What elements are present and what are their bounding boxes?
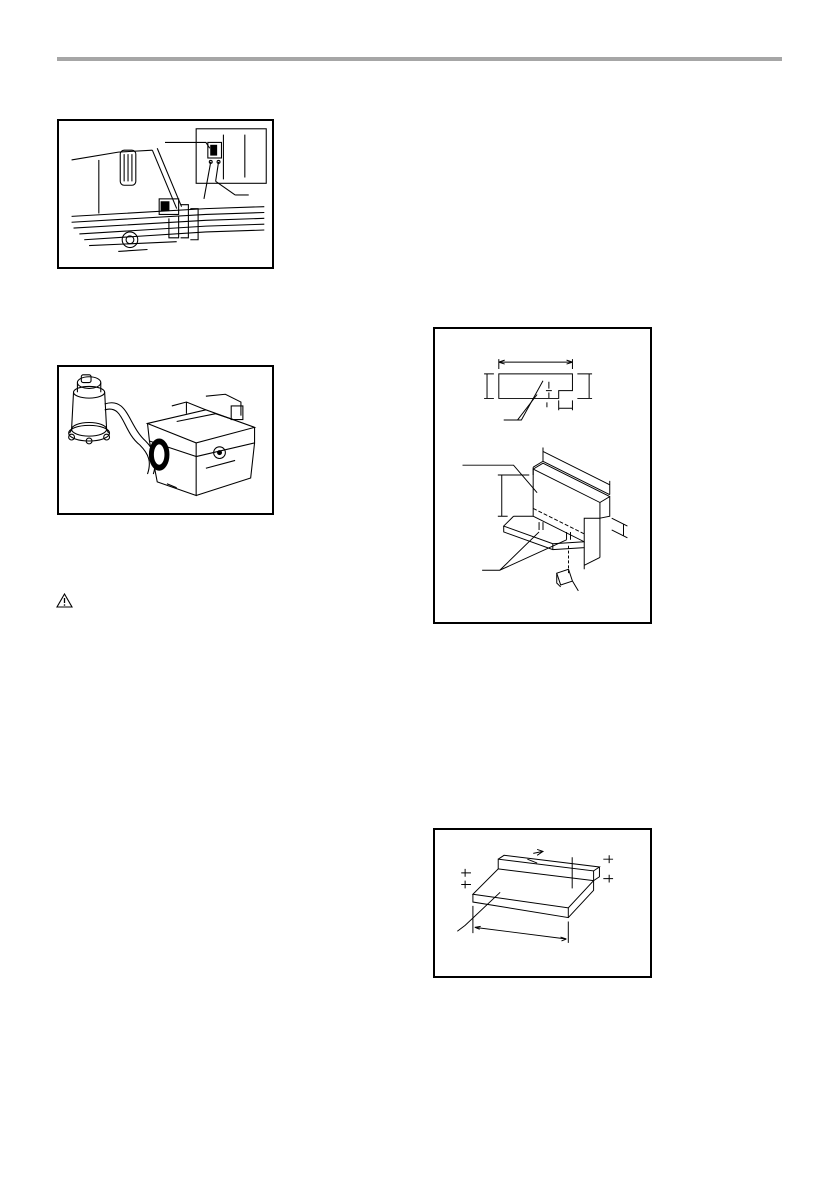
warning-triangle-icon [56, 593, 73, 608]
vacuum-cleaner-figure [57, 365, 274, 515]
hold-down-board-drawing [435, 830, 650, 976]
hold-down-board-figure [433, 828, 652, 978]
push-block-jig-figure [433, 327, 652, 624]
table-saw-switch-illustration [59, 121, 272, 267]
vacuum-and-saw-illustration [59, 367, 272, 513]
table-saw-switch-figure [57, 119, 274, 269]
header-rule [57, 57, 782, 61]
push-block-jig-drawing [435, 329, 650, 622]
